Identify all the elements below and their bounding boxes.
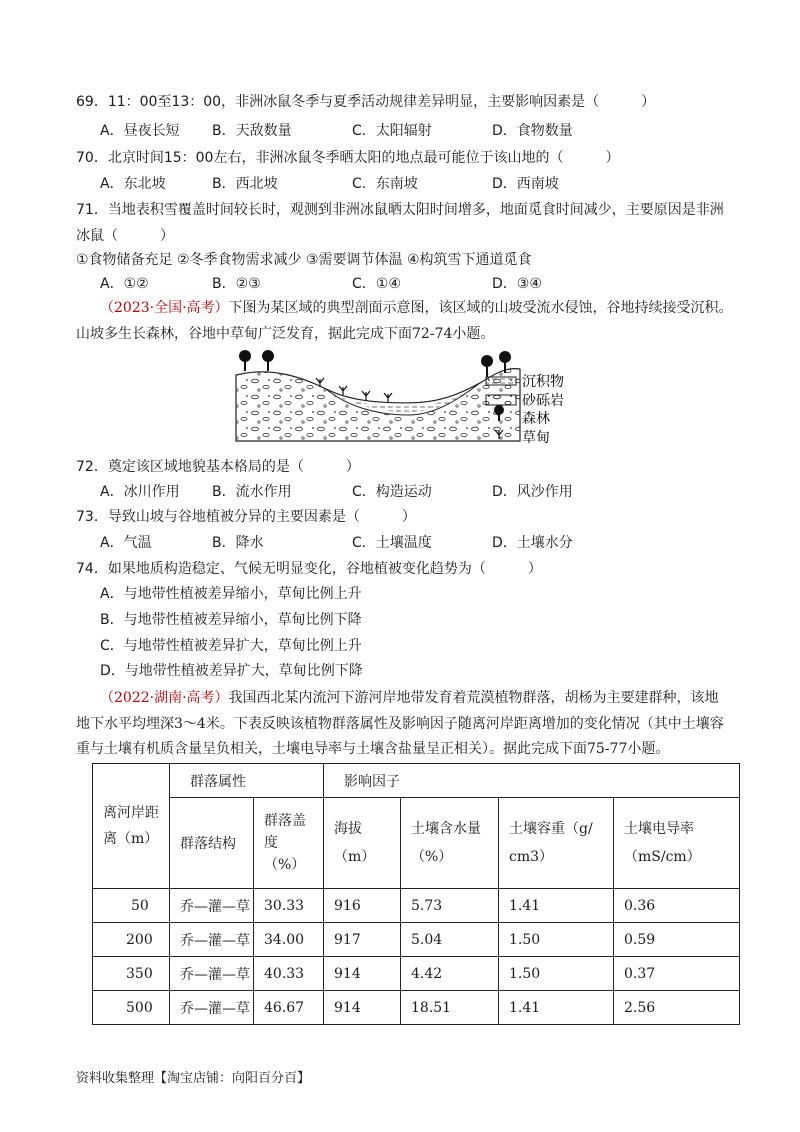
col-header-cover-line1: 群落盖 [264,813,306,829]
cell-structure: 乔—灌—草 [170,889,254,923]
q70-option-d[interactable]: D．西南坡 [492,176,559,192]
q72-stem: 72．奠定该区域地貌基本格局的是（ ） [76,459,360,475]
cell-distance: 350 [93,957,170,991]
q72-option-d[interactable]: D．风沙作用 [492,484,573,500]
q74-option-a[interactable]: A．与地带性植被差异缩小，草甸比例上升 [100,586,362,602]
col-header-bulk-line2: cm3） [509,849,554,865]
cell-distance: 50 [93,889,170,923]
legend-forest-label: 森林 [522,411,550,427]
col-header-altitude-line1: 海拔 [334,821,362,837]
intro1-line1 [100,298,733,318]
q74-option-c[interactable]: C．与地带性植被差异扩大，草甸比例上升 [100,638,362,654]
cell-distance: 500 [93,991,170,1025]
group-header-community: 群落属性 [170,764,324,798]
q69-stem: 69．11：00至13：00，非洲冰鼠冬季与夏季活动规律差异明显，主要影响因素是（ ） [76,94,656,110]
q70-option-c[interactable]: C．东南坡 [352,176,418,192]
q73-option-a[interactable]: A．气温 [100,535,152,551]
cell-structure: 乔—灌—草 [170,957,254,991]
q70-options [100,174,700,194]
col-header-cover [254,798,324,889]
q71-option-a[interactable]: A．①② [100,276,149,292]
intro2-line1 [100,688,719,708]
table-row [93,923,740,957]
col-header-water-line2: （%） [411,849,453,865]
q72-option-b[interactable]: B．流水作用 [212,484,292,500]
cell-bulk-density: 1.50 [499,923,614,957]
cell-structure: 乔—灌—草 [170,923,254,957]
q71-statements: ①食物储备充足 ②冬季食物需求减少 ③需要调节体温 ④构筑雪下通道觅食 [76,252,532,268]
cross-section-diagram [228,345,588,453]
q69-option-d[interactable]: D．食物数量 [492,123,573,139]
col-header-distance-line1: 离河岸距 [103,805,159,821]
col-header-bulk-density [499,798,614,889]
q73-options [100,533,700,553]
cell-altitude: 916 [324,889,401,923]
col-header-water [401,798,499,889]
q70-option-a[interactable]: A．东北坡 [100,176,166,192]
cell-bulk-density: 1.41 [499,889,614,923]
intro2-source: （2022·湖南·高考） [100,690,229,706]
cell-cover: 34.00 [254,923,324,957]
cell-cover: 30.33 [254,889,324,923]
q72-options [100,482,700,502]
q71-stem-line1: 71．当地表积雪覆盖时间较长时，观测到非洲冰鼠晒太阳时间增多，地面觅食时间减少，主要原因是非洲 [76,202,724,218]
legend-meadow-label: 草甸 [522,430,550,446]
cell-conductivity: 0.36 [614,889,740,923]
table-header-row [93,798,740,889]
q72-option-c[interactable]: C．构造运动 [352,484,432,500]
q74-option-d[interactable]: D．与地带性植被差异扩大，草甸比例下降 [100,663,363,679]
cell-conductivity: 2.56 [614,991,740,1025]
q71-options [100,274,700,294]
group-header-factors: 影响因子 [324,764,740,798]
col-header-structure: 群落结构 [170,798,254,889]
q69-option-b[interactable]: B．天敌数量 [212,123,292,139]
intro2-text-line2: 地下水平均埋深3～4米。下表反映该植物群落属性及影响因子随离河岸距离增加的变化情况（其中土壤容 [76,716,724,732]
intro1-source: （2023·全国·高考） [100,300,229,316]
cell-cover: 46.67 [254,991,324,1025]
q72-option-a[interactable]: A．冰川作用 [100,484,180,500]
cell-cover: 40.33 [254,957,324,991]
q70-option-b[interactable]: B．西北坡 [212,176,278,192]
table-row [93,889,740,923]
q69-option-a[interactable]: A．昼夜长短 [100,123,180,139]
q73-stem: 73．导致山坡与谷地植被分异的主要因素是（ ） [76,509,416,525]
q71-stem-line2: 冰鼠（ ） [76,228,174,244]
q71-option-c[interactable]: C．①④ [352,276,401,292]
intro2-text-line1: 我国西北某内流河下游河岸地带发育着荒漠植物群落，胡杨为主要建群种，该地 [228,690,719,706]
intro1-text-line1: 下图为某区域的典型剖面示意图，该区域的山坡受流水侵蚀，谷地持续接受沉积。 [228,300,733,316]
table-group-header-row [93,764,740,798]
legend-sediment-label: 沉积物 [522,374,564,390]
col-header-distance [93,764,170,889]
q69-option-c[interactable]: C．太阳辐射 [352,123,432,139]
cell-distance: 200 [93,923,170,957]
q70-stem: 70．北京时间15：00左右，非洲冰鼠冬季晒太阳的地点最可能位于该山地的（ ） [76,150,620,166]
legend-gravel-label: 砂砾岩 [522,393,564,409]
footer-note: 资料收集整理【淘宝店铺：向阳百分百】 [76,1071,311,1086]
cell-water: 18.51 [401,991,499,1025]
col-header-bulk-line1: 土壤容重（g/ [509,821,593,837]
intro2-text-line3: 重与土壤有机质含量呈负相关，土壤电导率与土壤含盐量呈正相关）。据此完成下面75-77小题。 [76,741,670,757]
cell-altitude: 914 [324,957,401,991]
q69-options [100,121,700,141]
table-row [93,957,740,991]
intro1-text-line2: 山坡多生长森林，谷地中草甸广泛发育，据此完成下面72-74小题。 [76,326,495,342]
cell-altitude: 917 [324,923,401,957]
col-header-ec-line2: （mS/cm） [624,849,701,865]
col-header-cover-line3: （%） [264,857,306,873]
cell-water: 5.04 [401,923,499,957]
col-header-cover-line2: 度 [264,835,278,851]
q73-option-c[interactable]: C．土壤温度 [352,535,432,551]
col-header-distance-line2: 离（m） [103,831,159,847]
q71-option-b[interactable]: B．②③ [212,276,261,292]
col-header-altitude [324,798,401,889]
q74-stem: 74．如果地质构造稳定、气候无明显变化，谷地植被变化趋势为（ ） [76,561,542,577]
cell-altitude: 914 [324,991,401,1025]
col-header-water-line1: 土壤含水量 [411,821,481,837]
col-header-altitude-line2: （m） [334,849,376,865]
cell-conductivity: 0.37 [614,957,740,991]
cell-structure: 乔—灌—草 [170,991,254,1025]
cell-bulk-density: 1.50 [499,957,614,991]
col-header-ec-line1: 土壤电导率 [624,821,694,837]
cell-conductivity: 0.59 [614,923,740,957]
data-table [92,763,740,1025]
table-row [93,991,740,1025]
cell-bulk-density: 1.41 [499,991,614,1025]
q73-option-b[interactable]: B．降水 [212,535,264,551]
q74-option-b[interactable]: B．与地带性植被差异缩小，草甸比例下降 [100,612,362,628]
cell-water: 4.42 [401,957,499,991]
q73-option-d[interactable]: D．土壤水分 [492,535,573,551]
q71-option-d[interactable]: D．③④ [492,276,542,292]
col-header-conductivity [614,798,740,889]
cell-water: 5.73 [401,889,499,923]
